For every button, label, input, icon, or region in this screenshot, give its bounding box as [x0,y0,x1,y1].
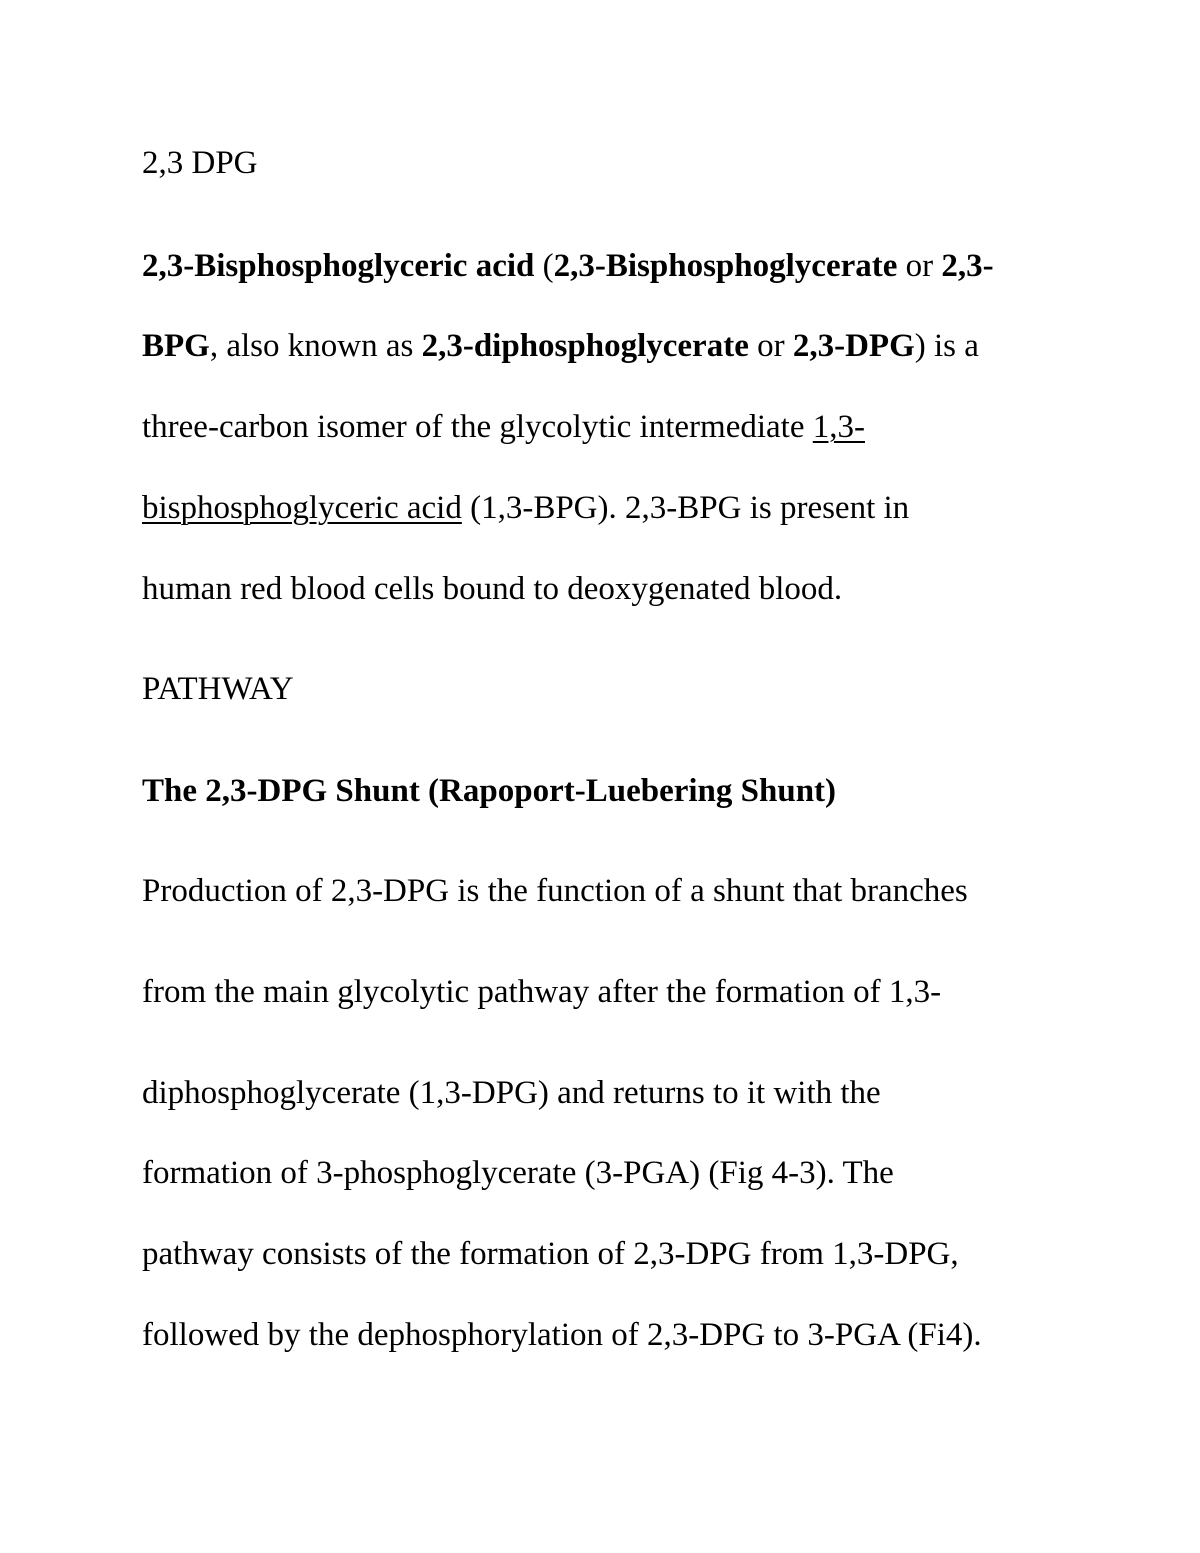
definition-line-3 [142,411,865,444]
section-label: PATHWAY [142,671,294,707]
term-2-3-bpg-start: 2,3- [941,248,994,284]
link-1-3-bisphosphoglyceric-acid-start[interactable]: 1,3- [812,409,865,445]
link-1-3-bisphosphoglyceric-acid[interactable]: bisphosphoglyceric acid [142,490,462,526]
definition-line-4 [142,492,909,525]
definition-text: ( [534,248,554,284]
body-line-2: from the main glycolytic pathway after the formation of 1,3- [142,974,942,1010]
definition-text: , also known as [209,328,422,364]
section-subheading: The 2,3-DPG Shunt (Rapoport-Luebering Shunt) [142,773,837,809]
definition-text: three-carbon isomer of the glycolytic intermediate [142,409,813,445]
definition-text: or [748,328,793,364]
term-2-3-dpg: 2,3-DPG [792,328,915,364]
term-diphosphoglycerate: 2,3-diphosphoglycerate [421,328,749,364]
term-bisphosphoglycerate: 2,3-Bisphosphoglycerate [553,248,898,284]
definition-text: ) is a [914,328,979,364]
definition-line-1 [142,250,994,283]
term-bisphosphoglyceric-acid: 2,3-Bisphosphoglyceric acid [142,248,535,284]
body-line-4: formation of 3-phosphoglycerate (3-PGA) (Fig 4-3). The [142,1155,894,1191]
body-line-6: followed by the dephosphorylation of 2,3-DPG to 3-PGA (Fi4). [142,1317,982,1353]
definition-line-2 [142,330,979,363]
document-heading: 2,3 DPG [142,145,258,181]
body-line-3: diphosphoglycerate (1,3-DPG) and returns to it with the [142,1075,881,1111]
definition-text: or [897,248,942,284]
definition-text: (1,3-BPG). 2,3-BPG is present in [461,490,910,526]
definition-line-5: human red blood cells bound to deoxygenated blood. [142,571,843,607]
body-line-1: Production of 2,3-DPG is the function of a shunt that branches [142,873,968,909]
term-2-3-bpg-end: BPG [142,328,210,364]
body-line-5: pathway consists of the formation of 2,3-DPG from 1,3-DPG, [142,1236,959,1272]
